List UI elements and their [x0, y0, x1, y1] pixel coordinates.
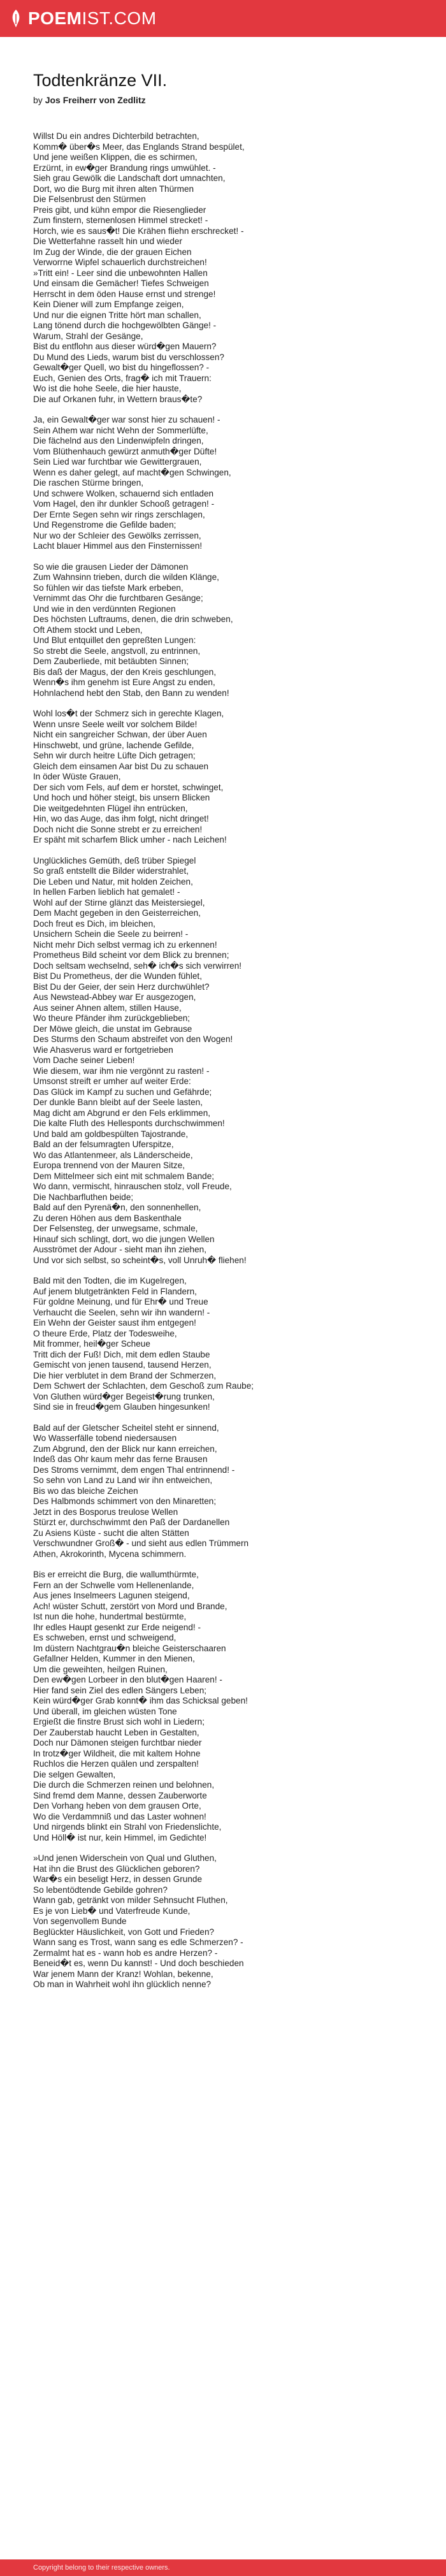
poem-line: Sein Lied war furchtbar wie Gewittergrauen,: [33, 457, 202, 467]
poem-line: Warum, Strahl der Gesänge,: [33, 331, 143, 341]
poem-line: Wo theure Pfänder ihm zurückgeblieben;: [33, 1013, 191, 1023]
poem-line: Und nirgends blinkt ein Strahl von Friedenslichte,: [33, 1822, 222, 1832]
poem-line: Umsonst streift er umher auf weiter Erde:: [33, 1076, 191, 1086]
poem-line: Wo die Verdammniß und das Laster wohnen!: [33, 1811, 206, 1821]
poem-line: Und Regenstrome die Gefilde baden;: [33, 520, 176, 530]
poem-line: Um die geweihten, heilgen Ruinen,: [33, 1664, 168, 1674]
poem-line: Wenn es daher gelegt, auf macht�gen Schwingen,: [33, 467, 231, 477]
poem-line: Wie diesem, war ihm nie vergönnt zu rasten! -: [33, 1066, 210, 1076]
poem-line: Dem Macht gegeben in den Geisterreichen,: [33, 908, 201, 918]
poem-line: Die selgen Gewalten,: [33, 1769, 116, 1779]
poem-line: Hin, wo das Auge, das ihm folgt, nicht dringet!: [33, 814, 209, 823]
poem-line: Ist nun die hohe, hundertmal bestürmte,: [33, 1612, 187, 1621]
poem-line: Dem Schwert der Schlachten, dem Geschoß zum Raube;: [33, 1381, 254, 1391]
poem-line: Beglückter Häuslichkeit, von Gott und Frieden?: [33, 1927, 215, 1937]
poem-line: Den Vorhang heben von dem grausen Orte,: [33, 1801, 201, 1811]
poem-line: Bald an der felsumragten Uferspitze,: [33, 1140, 174, 1149]
poem-line: Dort, wo die Burg mit ihren alten Thürmen: [33, 184, 194, 194]
poem-line: Bald auf der Gletscher Scheitel steht er sinnend,: [33, 1422, 219, 1433]
poem-line: Aus jenes Inselmeers Lagunen steigend,: [33, 1591, 190, 1600]
poem-line: Verhaucht die Seelen, sehn wir ihn wandern! -: [33, 1307, 210, 1317]
poem-line: Aus Newstead-Abbey war Er ausgezogen,: [33, 992, 196, 1002]
header-bar: [0, 0, 446, 37]
poem-line: Sind sie in freud�gem Glauben hingesunken!: [33, 1402, 210, 1412]
poem-line: So graß entstellt die Bilder widerstrahlet,: [33, 866, 189, 876]
poem-line: Des höchsten Luftraums, denen, die drin schweben,: [33, 614, 233, 624]
poem-line: Euch, Genien des Orts, frag� ich mit Trauern:: [33, 373, 212, 383]
poem-content: [33, 70, 415, 2001]
site-logo[interactable]: [9, 8, 157, 29]
poem-line: Des Halbmonds schimmert von den Minaretten;: [33, 1496, 217, 1506]
poem-line: Auf jenem blutgetränkten Feld in Flandern,: [33, 1286, 197, 1296]
poem-line: Bald auf den Pyrenä�n, den sonnenhellen,: [33, 1203, 201, 1212]
poem-line: Wann gab, getränkt von milder Sehnsucht Fluthen,: [33, 1895, 228, 1905]
poem-line: Ergießt die finstre Brust sich wohl in Liedern;: [33, 1717, 205, 1726]
poem-line: Zum finstern, sternenlosen Himmel strecket! -: [33, 215, 208, 225]
poem-line: Die hier verblutet in dem Brand der Schmerzen,: [33, 1370, 217, 1380]
poem-line: Wie Ahasverus ward er fortgetrieben: [33, 1045, 173, 1055]
poem-line: Bald mit den Todten, die im Kugelregen,: [33, 1276, 187, 1285]
poem-line: Verworrne Wipfel schauerlich durchstreichen!: [33, 257, 207, 267]
stanza: [33, 1276, 415, 1413]
poem-line: Zu deren Höhen aus dem Baskenthale: [33, 1213, 182, 1223]
poem-line: Und hoch und höher steigt, bis unsern Blicken: [33, 793, 210, 802]
poem-line: Hat ihn die Brust des Glücklichen geboren?: [33, 1863, 200, 1874]
poem-line: War jenem Mann der Kranz! Wohlan, bekenne,: [33, 1969, 213, 1979]
poem-line: Doch nicht die Sonne strebt er zu erreichen!: [33, 824, 203, 834]
poem-line: Der Ernte Segen sehn wir rings zerschlagen,: [33, 509, 205, 519]
poem-line: Doch freut es Dich, im bleichen,: [33, 918, 155, 929]
poem-line: Ihr edles Haupt gesenkt zur Erde neigend! -: [33, 1622, 201, 1632]
poem-line: Des Sturms den Schaum abstreifet von den Wogen!: [33, 1034, 233, 1044]
poem-line: Die auf Orkanen fuhr, in Wettern braus�te?: [33, 394, 203, 404]
poem-line: Bis wo das bleiche Zeichen: [33, 1486, 138, 1496]
poem-line: Aus seiner Ahnen altem, stillen Hause,: [33, 1002, 182, 1013]
poem-line: Das Glück im Kampf zu suchen und Gefährde;: [33, 1087, 212, 1097]
poem-line: Er späht mit scharfem Blick umher - nach Leichen!: [33, 835, 227, 844]
poem-line: Indeß das Ohr kaum mehr das ferne Brausen: [33, 1454, 208, 1464]
poem-line: Athen, Akrokorinth, Mycena schimmern.: [33, 1549, 187, 1559]
poem-line: Lacht blauer Himmel aus den Finsternissen!: [33, 541, 203, 551]
stanza: [33, 1423, 415, 1560]
poem-line: Der dunkle Bann bleibt auf der Seele lasten,: [33, 1097, 203, 1107]
poem-line: Zu Asiens Küste - sucht die alten Stätten: [33, 1528, 189, 1538]
poem-line: Kein Diener will zum Empfange zeigen,: [33, 300, 184, 309]
poem-line: Für goldne Meinung, und für Ehr� und Treue: [33, 1297, 208, 1306]
poem-line: Des Stroms vernimmt, dem engen Thal entrinnend! -: [33, 1465, 235, 1475]
poem-line: Erzürnt, in ew�ger Brandung rings umwühlet. -: [33, 163, 216, 173]
poem-line: Bist du entflohn aus dieser würd�gen Mauern?: [33, 342, 217, 351]
poem-line: Unglückliches Gemüth, deß trüber Spiegel: [33, 855, 196, 865]
poem-line: Ein Wehn der Geister saust ihm entgegen!: [33, 1318, 196, 1328]
poem-line: Vernimmt das Ohr die furchtbaren Gesänge;: [33, 593, 203, 603]
poem-line: Doch seltsam wechselnd, seh� ich�s sich verwirren!: [33, 960, 242, 971]
poem-line: »Und jenen Widerschein von Qual und Gluthen,: [33, 1853, 217, 1863]
poem-line: Fern an der Schwelle vom Hellenenlande,: [33, 1580, 194, 1590]
poem-line: Von segenvollem Bunde: [33, 1916, 127, 1926]
poem-line: Wo ist die hohe Seele, die hier hauste,: [33, 384, 182, 393]
poem-line: In trotz�ger Wildheit, die mit kaltem Hohne: [33, 1748, 201, 1758]
poem-line: Ach! wüster Schutt, zerstört von Mord und Brande,: [33, 1601, 227, 1611]
poem-line: Wo Wasserfälle tobend niedersausen: [33, 1433, 177, 1443]
poem-line: Vom Blüthenhauch gewürzt anmuth�ger Düfte!: [33, 446, 217, 456]
poem-line: Hinauf sich schlingt, dort, wo die jungen Wellen: [33, 1234, 215, 1244]
poem-line: Jetzt in des Bosporus treulose Wellen: [33, 1507, 178, 1517]
poem-line: Willst Du ein andres Dichterbild betrachten,: [33, 131, 199, 141]
poem-line: Die Leben und Natur, mit holden Zeichen,: [33, 876, 193, 886]
poem-line: Verschwundner Groß� - und sieht aus edlen Trümmern: [33, 1538, 249, 1548]
stanza: [33, 856, 415, 1266]
poem-line: Und nur die eignen Tritte hört man schallen,: [33, 310, 201, 320]
poem-line: Und einsam die Gemächer! Tiefes Schweigen: [33, 279, 209, 288]
poem-line: Herrscht in dem öden Hause ernst und strenge!: [33, 289, 216, 299]
poem-line: »Tritt ein! - Leer sind die unbewohnten Hallen: [33, 268, 208, 278]
poem-line: Nicht ein sangreicher Schwan, der über Auen: [33, 730, 207, 739]
poem-line: Gefallner Helden, Kummer in den Mienen,: [33, 1654, 195, 1663]
poem-line: Oft Athem stockt und Leben,: [33, 625, 143, 635]
poem-line: Der sich vom Fels, auf dem er horstet, schwinget,: [33, 782, 224, 792]
poem-line: Vom Dache seiner Lieben!: [33, 1055, 135, 1065]
poem-line: Dem Zauberliede, mit betäubten Sinnen;: [33, 656, 189, 666]
by-prefix: by: [33, 95, 43, 105]
stanza: [33, 415, 415, 552]
poem-line: Der Felsensteg, der unwegsame, schmale,: [33, 1224, 198, 1233]
poem-line: Wo dann, vermischt, hinrauschen stolz, voll Freude,: [33, 1182, 232, 1191]
poem-line: Hier fand sein Ziel des edlen Sängers Leben;: [33, 1685, 207, 1695]
poem-line: Sehn wir durch heitre Lüfte Dich getragen;: [33, 751, 196, 760]
poem-line: Zermalmt hat es - wann hob es andre Herzen? -: [33, 1948, 218, 1958]
site-name: POEMIST.COM: [28, 8, 157, 28]
poem-line: Der Zauberstab haucht Leben in Gestalten,: [33, 1727, 199, 1737]
quill-icon: [9, 9, 23, 28]
poem-line: War�s ein beseligt Herz, in dessen Grunde: [33, 1874, 203, 1884]
poem-line: Die weitgedehnten Flügel ihn entrücken,: [33, 803, 188, 813]
poem-line: Die raschen Stürme bringen,: [33, 478, 144, 488]
poem-line: Im Zug der Winde, die der grauen Eichen: [33, 247, 192, 257]
poem-line: Mit frommer, heil�ger Scheue: [33, 1339, 150, 1349]
poem-line: Preis gibt, und kühn empor die Riesenglieder: [33, 205, 206, 215]
poem-line: Ruchlos die Herzen quälen und zerspalten!: [33, 1759, 199, 1769]
poem-line: Beneid�t es, wenn Du kannst! - Und doch beschieden: [33, 1958, 244, 1968]
poem-line: Unsichern Schein die Seele zu beirren! -: [33, 929, 189, 939]
stanza: [33, 131, 415, 405]
poem-line: O theure Erde, Platz der Todesweihe,: [33, 1328, 177, 1338]
poem-line: Und überall, im gleichen wüsten Tone: [33, 1706, 177, 1716]
poem-line: Lang tönend durch die hochgewölbten Gänge! -: [33, 321, 217, 330]
poem-line: So sehn von Land zu Land wir ihn entweichen,: [33, 1475, 213, 1485]
poem-line: Ausströmet der Adour - sieht man ihn ziehen,: [33, 1245, 207, 1254]
poem-line: Nicht mehr Dich selbst vermag ich zu erkennen!: [33, 939, 217, 950]
poem-line: Die kalte Fluth des Hellesponts durchschwimmen!: [33, 1118, 225, 1128]
poem-line: Wenn�s ihm genehm ist Eure Angst zu enden,: [33, 677, 215, 687]
poem-line: Die durch die Schmerzen reinen und belohnen,: [33, 1780, 215, 1790]
poem-line: Bist Du Prometheus, der die Wunden fühlet,: [33, 971, 202, 981]
poem-line: Von Gluthen würd�ger Begeist�rung trunken,: [33, 1391, 215, 1401]
poem-line: Nur wo der Schleier des Gewölks zerrissen,: [33, 530, 201, 540]
poem-line: Sein Athem war nicht Wehn der Sommerlüfte,: [33, 425, 208, 435]
poem-line: Hinschwebt, und grüne, lachende Gefilde,: [33, 740, 194, 750]
poem-line: So strebt die Seele, angstvoll, zu entrinnen,: [33, 646, 201, 656]
poem-line: Die Wetterfahne rasselt hin und wieder: [33, 236, 182, 246]
stanza: [33, 1570, 415, 1843]
author-name[interactable]: Jos Freiherr von Zedlitz: [45, 95, 146, 105]
poem-line: Mag dicht am Abgrund er den Fels erklimmen,: [33, 1108, 211, 1118]
poem-line: Europa trennend von der Mauren Sitze,: [33, 1161, 185, 1170]
poem-line: Sind fremd dem Manne, dessen Zauberworte: [33, 1790, 207, 1800]
poem-line: Gemischt von jenen tausend, tausend Herzen,: [33, 1360, 212, 1370]
poem-line: Wann sang es Trost, wann sang es edle Schmerzen? -: [33, 1937, 243, 1947]
poem-line: Die Nachbarfluthen beide;: [33, 1192, 134, 1202]
poem-line: Bist Du der Geier, der sein Herz durchwühlet?: [33, 981, 210, 992]
stanza: [33, 709, 415, 846]
poem-line: Doch nur Dämonen steigen furchtbar nieder: [33, 1738, 202, 1747]
stanza: [33, 1853, 415, 1990]
poem-line: In hellen Farben lieblich hat gemalet! -: [33, 887, 180, 897]
poem-line: So lebentödtende Gebilde gohren?: [33, 1885, 168, 1895]
poem-line: Wenn unsre Seele weilt vor solchem Bilde!: [33, 719, 198, 729]
poem-line: Und jene weißen Klippen, die es schirmen,: [33, 152, 198, 162]
copyright-text: Copyright belong to their respective owners.: [33, 2564, 170, 2572]
poem-body: [33, 131, 415, 1990]
poem-line: Gewalt�ger Quell, wo bist du hingeflossen? -: [33, 363, 210, 372]
poem-line: Und wie in den verdünnten Regionen: [33, 604, 176, 614]
poem-line: Bis er erreicht die Burg, die wallumthürmte,: [33, 1570, 199, 1579]
poem-line: In öder Wüste Grauen,: [33, 772, 121, 781]
poem-line: Du Mund des Lieds, warum bist du verschlossen?: [33, 352, 224, 362]
poem-line: Und Höll� ist nur, kein Himmel, im Gedichte!: [33, 1832, 207, 1842]
poem-line: So wie die grausen Lieder der Dämonen: [33, 561, 189, 572]
poem-line: Es schweben, ernst und schweigend,: [33, 1633, 176, 1642]
poem-line: Wohl auf der Stirne glänzt das Meistersiegel,: [33, 897, 205, 908]
poem-line: Im düstern Nachtgrau�n bleiche Geisterschaaren: [33, 1643, 226, 1653]
poem-line: Wohl los�t der Schmerz sich in gerechte Klagen,: [33, 709, 224, 718]
poem-line: Vom Hagel, den ihr dunkler Schooß getragen! -: [33, 499, 215, 509]
poem-line: Hohnlachend hebt den Stab, den Bann zu wenden!: [33, 688, 229, 698]
poem-line: Gleich dem einsamen Aar bist Du zu schauen: [33, 761, 209, 771]
footer-bar: [0, 2559, 446, 2576]
poem-line: Horch, wie es saus�t! Die Krähen fliehn erschrecket! -: [33, 226, 244, 236]
poem-line: Und schwere Wolken, schauernd sich entladen: [33, 488, 214, 498]
poem-line: Sieh grau Gewölk die Landschaft dort umnachten,: [33, 173, 226, 183]
poem-line: Stürzt er, durchschwimmt den Paß der Dardanellen: [33, 1517, 230, 1527]
poem-line: Bis daß der Magus, der den Kreis geschlungen,: [33, 667, 217, 677]
poem-line: Komm� über�s Meer, das Englands Strand bespület,: [33, 141, 245, 152]
poem-line: Wo das Atlantenmeer, als Länderscheide,: [33, 1150, 193, 1160]
stanza: [33, 562, 415, 699]
poem-title: Todtenkränze VII.: [33, 71, 168, 90]
poem-line: Und vor sich selbst, so scheint�s, voll Unruh� fliehen!: [33, 1255, 247, 1265]
poem-line: Kein würd�ger Grab konnt� ihm das Schicksal geben!: [33, 1696, 248, 1705]
poem-line: Und Blut entquillet den gepreßten Lungen:: [33, 635, 196, 645]
poem-line: So fühlen wir das tiefste Mark erbeben,: [33, 582, 183, 593]
poem-line: Dem Mittelmeer sich eint mit schmalem Bande;: [33, 1171, 215, 1181]
poem-line: Der Möwe gleich, die unstat im Gebrause: [33, 1024, 192, 1034]
poem-line: Zum Wahnsinn trieben, durch die wilden Klänge,: [33, 572, 219, 582]
poem-line: Es je von Lieb� und Vaterfreude Kunde,: [33, 1906, 191, 1916]
poem-line: Die fächelnd aus den Lindenwipfeln dringen,: [33, 436, 204, 445]
poem-line: Ob man in Wahrheit wohl ihn glücklich nenne?: [33, 1979, 212, 1989]
poem-line: Und bald am goldbespülten Tajostrande,: [33, 1129, 189, 1139]
poem-line: Den ew�gen Lorbeer in den blut�gen Haaren! -: [33, 1675, 222, 1684]
poem-line: Die Felsenbrust den Stürmen: [33, 194, 146, 204]
poem-line: Prometheus Bild scheint vor dem Blick zu brennen;: [33, 950, 229, 960]
poem-line: Tritt dich der Fuß! Dich, mit dem edlen Staube: [33, 1349, 210, 1359]
byline: [33, 94, 415, 106]
poem-line: Ja, ein Gewalt�ger war sonst hier zu schauen! -: [33, 415, 220, 424]
poem-line: Zum Abgrund, den der Blick nur kann erreichen,: [33, 1444, 217, 1454]
